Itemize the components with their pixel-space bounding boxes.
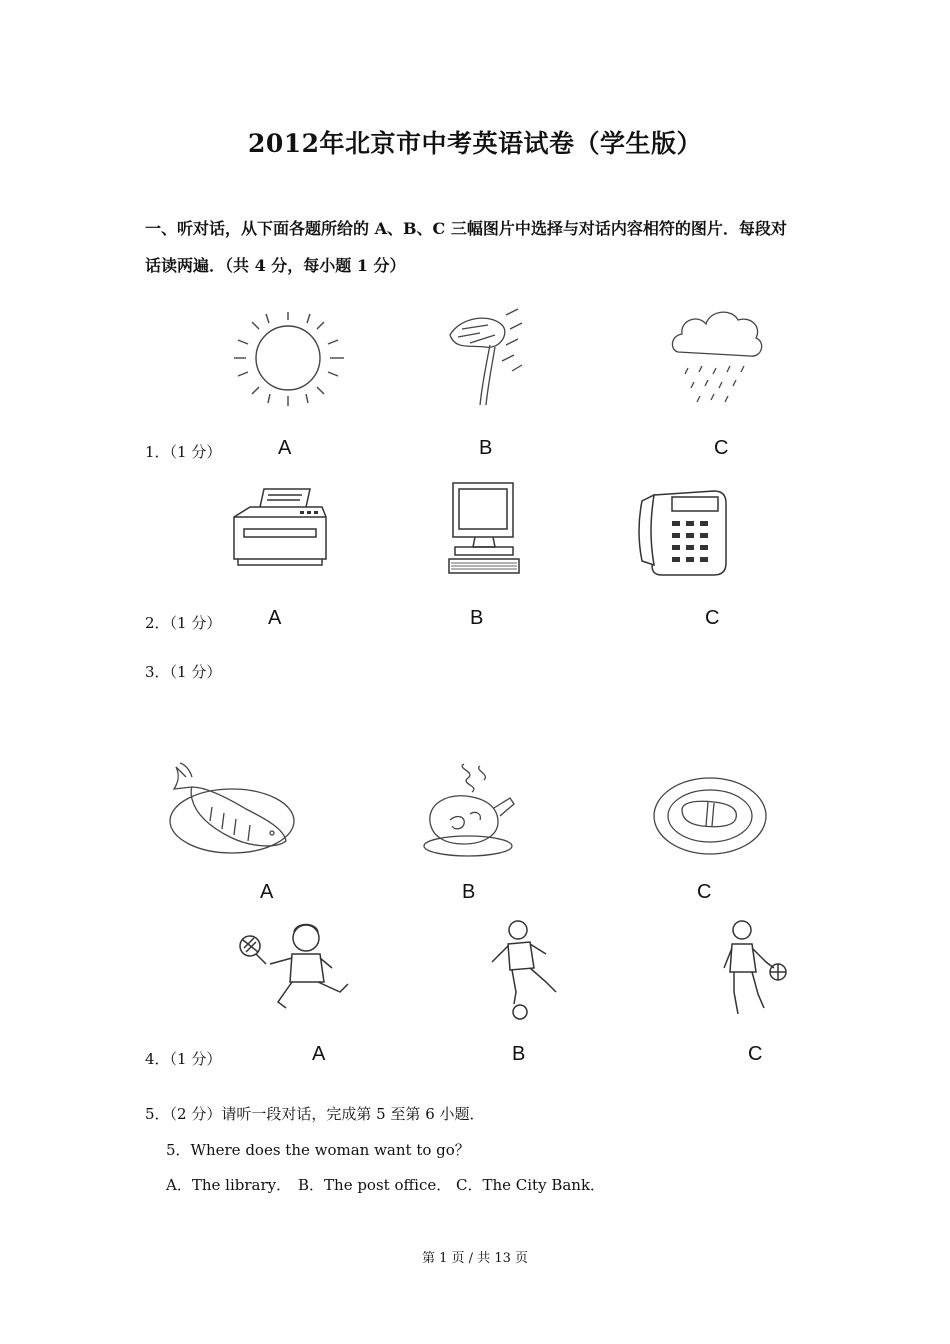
tennis-player-icon [234,918,358,1018]
computer-icon [445,481,523,579]
question-3-option-c[interactable]: C [697,881,712,903]
question-4-option-c[interactable]: C [748,1043,763,1065]
question-1-number: 1．（1 分） [145,443,222,461]
section-instruction-line1: 一、听对话，从下面各题所给的 A、B、C 三幅图片中选择与对话内容相符的图片．每段对 [145,219,787,238]
fish-plate-icon [166,757,298,859]
question-1-option-c[interactable]: C [714,437,729,459]
telephone-icon [632,481,732,579]
question-5-option-c[interactable]: C．The City Bank． [456,1176,606,1194]
question-2-option-b[interactable]: B [470,607,484,629]
printer-icon [230,487,330,569]
rain-cloud-icon [668,302,768,410]
question-2-option-a[interactable]: A [268,607,282,629]
question-3-option-b[interactable]: B [462,881,476,903]
soccer-player-icon [488,918,566,1022]
wind-tree-icon [440,305,525,410]
question-5-header: 5．（2 分）请听一段对话，完成第 5 至第 6 小题． [145,1105,485,1123]
roast-chicken-icon [420,760,520,860]
question-5-option-b[interactable]: B．The post office． [298,1176,452,1194]
sausage-plate-icon [652,770,770,860]
page-title: 2012年北京市中考英语试卷（学生版） [247,129,703,158]
question-5-text: 5．Where does the woman want to go？ [166,1141,470,1159]
basketball-player-icon [718,918,792,1022]
question-1-option-a[interactable]: A [278,437,292,459]
question-2-option-c[interactable]: C [705,607,720,629]
question-4-number: 4．（1 分） [145,1050,222,1068]
section-instruction-line2: 话读两遍．（共 4 分，每小题 1 分） [145,256,406,275]
question-2-number: 2．（1 分） [145,614,222,632]
question-1-option-b[interactable]: B [479,437,493,459]
question-5-option-a[interactable]: A．The library． [166,1176,292,1194]
sun-icon [228,308,358,408]
question-3-option-a[interactable]: A [260,881,274,903]
question-4-option-a[interactable]: A [312,1043,326,1065]
question-4-option-b[interactable]: B [512,1043,526,1065]
page-footer: 第 1 页 / 共 13 页 [422,1251,528,1266]
question-3-number: 3．（1 分） [145,663,222,681]
